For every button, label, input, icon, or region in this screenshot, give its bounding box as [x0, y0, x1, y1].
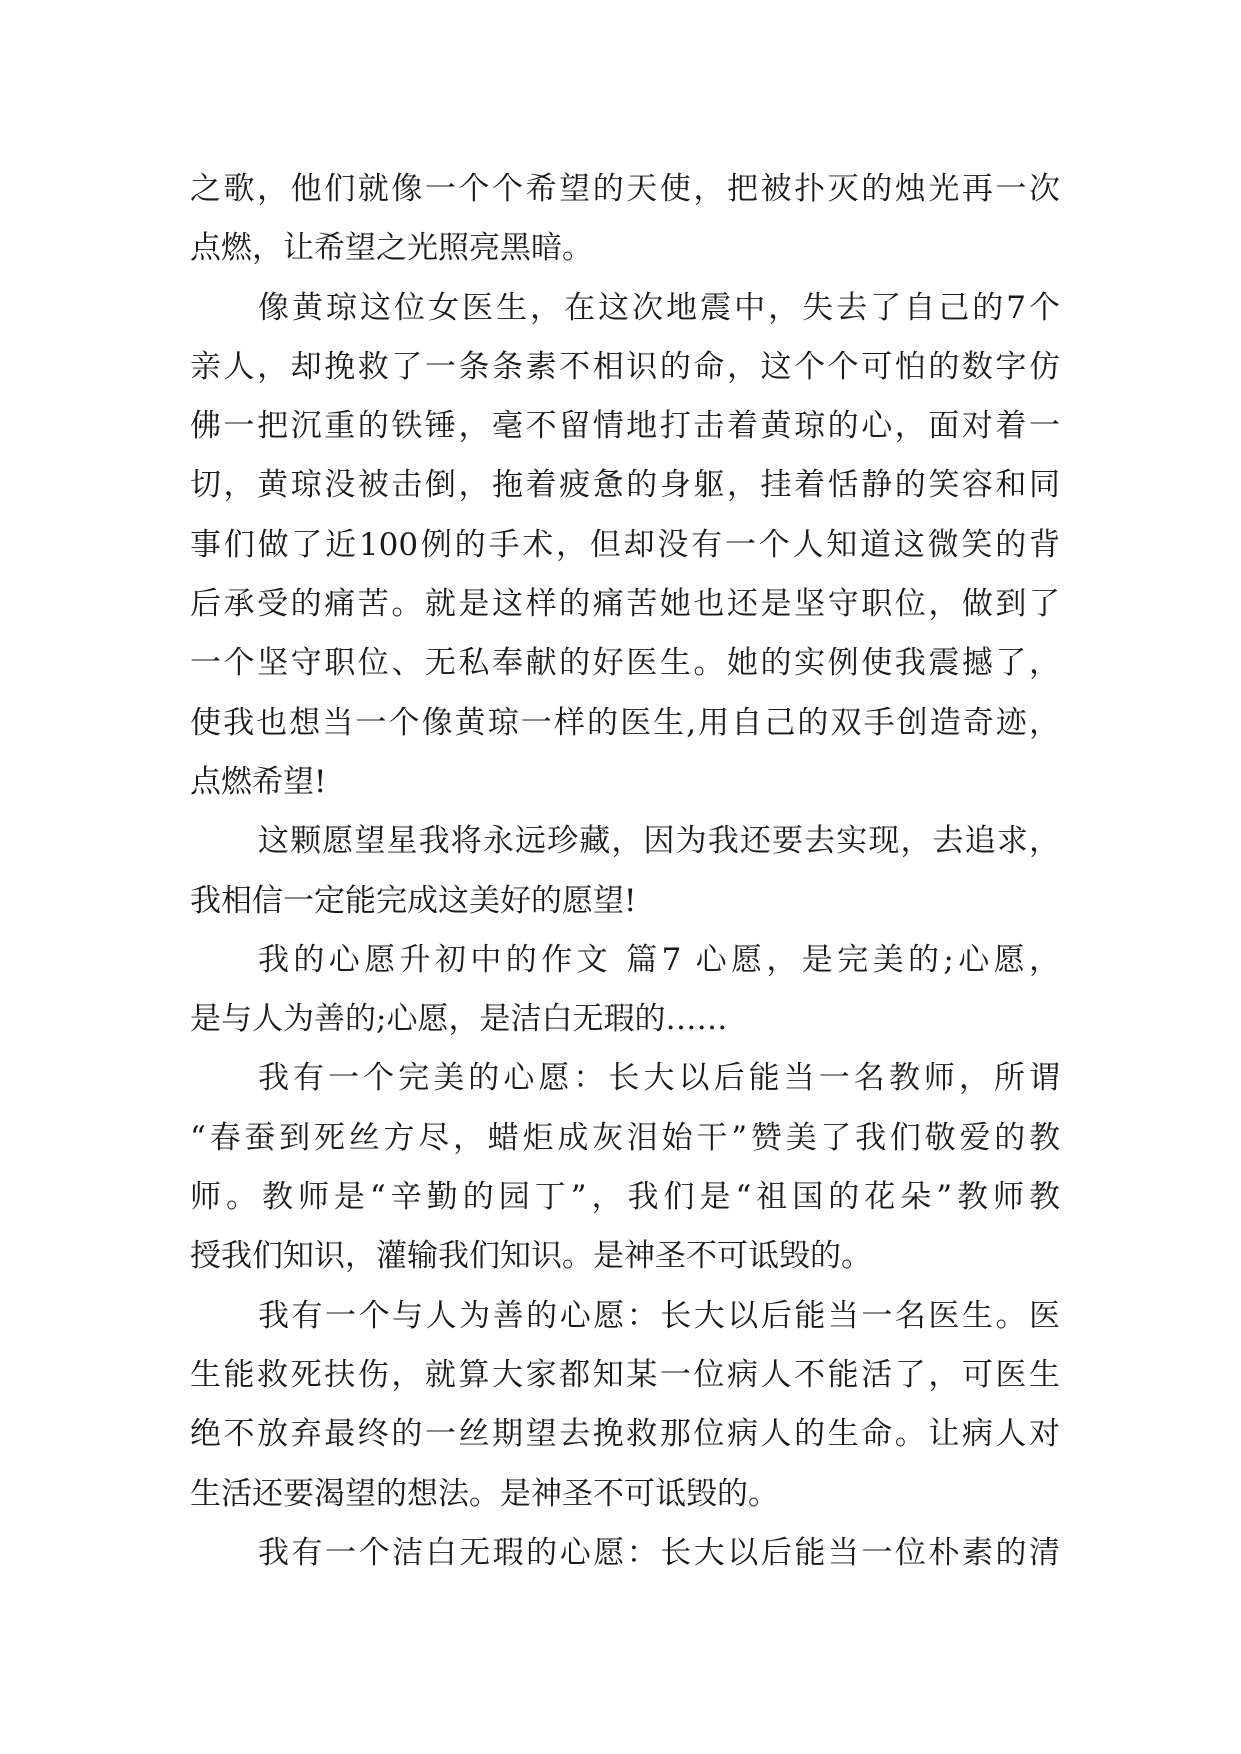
text-line: 佛一把沉重的铁锤，毫不留情地打击着黄琼的心，面对着一 — [190, 408, 1060, 445]
text-line: 是与人为善的;心愿，是洁白无瑕的…… — [190, 1001, 728, 1038]
text-line: “春蚕到死丝方尽，蜡炬成灰泪始干”赞美了我们敬爱的教 — [190, 1119, 1060, 1156]
text-line: 我有一个与人为善的心愿：长大以后能当一名医生。医 — [258, 1297, 1060, 1334]
text-line: 授我们知识，灌输我们知识。是神圣不可诋毁的。 — [190, 1238, 872, 1275]
text-line: 生能救死扶伤，就算大家都知某一位病人不能活了，可医生 — [190, 1356, 1060, 1393]
text-line: 我的心愿升初中的作文 篇7 心愿，是完美的;心愿， — [258, 941, 1060, 978]
text-line: 事们做了近100例的手术，但却没有一个人知道这微笑的背 — [190, 526, 1060, 563]
text-line: 亲人，却挽救了一条条素不相识的命，这个个可怕的数字仿 — [190, 348, 1060, 385]
text-line: 我相信一定能完成这美好的愿望! — [190, 882, 637, 919]
text-line: 一个坚守职位、无私奉献的好医生。她的实例使我震撼了， — [190, 645, 1060, 682]
text-line: 绝不放弃最终的一丝期望去挽救那位病人的生命。让病人对 — [190, 1416, 1060, 1453]
text-line: 点燃，让希望之光照亮黑暗。 — [190, 230, 593, 267]
text-line: 师。教师是“辛勤的园丁”，我们是“祖国的花朵”教师教 — [190, 1179, 1060, 1216]
text-line: 我有一个洁白无瑕的心愿：长大以后能当一位朴素的清 — [258, 1534, 1060, 1571]
text-line: 后承受的痛苦。就是这样的痛苦她也还是坚守职位，做到了 — [190, 586, 1060, 623]
text-line: 这颗愿望星我将永远珍藏，因为我还要去实现，去追求， — [258, 823, 1060, 860]
text-line: 生活还要渴望的想法。是神圣不可诋毁的。 — [190, 1475, 779, 1512]
text-line: 使我也想当一个像黄琼一样的医生,用自己的双手创造奇迹， — [190, 704, 1060, 741]
text-line: 切，黄琼没被击倒，拖着疲惫的身躯，挂着恬静的笑容和同 — [190, 467, 1060, 504]
document-body — [190, 160, 1060, 1583]
text-line: 像黄琼这位女医生，在这次地震中，失去了自己的7个 — [258, 289, 1060, 326]
text-line: 我有一个完美的心愿：长大以后能当一名教师，所谓 — [258, 1060, 1060, 1097]
text-line: 之歌，他们就像一个个希望的天使，把被扑灭的烛光再一次 — [190, 171, 1060, 207]
text-line: 点燃希望! — [190, 763, 327, 800]
